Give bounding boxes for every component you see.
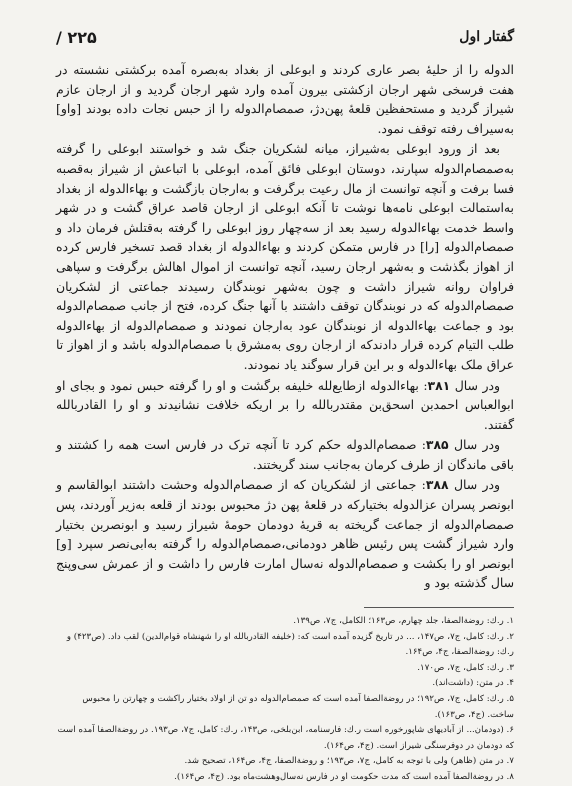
footnote: ۳. ر.ك: کامل، ج۷، ص۱۷۰.	[417, 662, 514, 673]
year-number: ۳۸۱	[427, 377, 451, 393]
footnote: ۷. در متن (ظاهر) ولی با توجه به کامل، ج۷، ص۱۹۳؛ و روضة‌الصفا، ج۴، ص۱۶۴، تصحیح شد.	[184, 756, 514, 767]
footnote: ۲. ر.ك: کامل، ج۷، ص۱۴۷، ... در تاریخ گزیده آمده است که: (خلیفه القادربالله او را شهنشاه قوام‌الدین) لقب داد. (ص۴۲۳) و ر.ك: روضة‌الصفا، ج۴، ص۱۶۴.	[66, 631, 514, 658]
footnote: ۶. (دودمان... از آبادیهای شاپورخوره است ر.ك: فارسنامه، ابن‌بلخی، ص۱۴۳، ر.ك: کامل، ج۷، ص۱۹۳. در روضة‌الصفا آمده است که دودمان در دوفرسنگی شیراز است. (ج۴، ص۱۶۴).	[57, 725, 514, 751]
year-prefix: ودر سال	[453, 437, 500, 453]
paragraph: بعد از ورود ابوعلی به‌شیراز، میانه لشکریان جنگ شد و خواستند ابوعلی را گرفته به‌صمصام‌الدوله سپارند، دوستان ابوعلی فائق آمده، ابوعلی با اتباعش از شیراز به‌قصبه فسا برفت و آنچه توانست از مال رعیت برگرفت و به‌ارجان بازگشت و بهاءالدوله از بغداد به‌استمالت ابوعلی نامه‌ها نوشت تا آنکه ابوعلی از ارجان قاصد عراق گشت و در شهر واسط خدمت بهاءالدوله رسید بعد از سه‌چهار روز ابوعلی را گرفته به‌قتلش فرمان داد و صمصام‌الدوله [را] در فارس متمکن کردند و بهاءالدوله از بغداد قصد تسخیر فارس کرده از اهواز بگذشت و به‌شهر ارجان رسید، آنچه توانست از اموال اهالش برگرفت و سپاهی فراوان روانه شیراز داشت و چون به‌شهر نوبندگان رسیدند جماعتی از لشکریان صمصام‌الدوله که در نوبندگان توقف داشتند با آنها جنگ کرده، فتح از جانب صمصام‌الدوله بود و جماعت بهاءالدوله از نوبندگان عود به‌ارجان نمودند و صمصام‌الدوله از بهاءالدوله طلب التیام کرده قرار دادندکه از ارجان روی به‌مشرق با صمصام‌الدوله باشد و از اهواز تا عراق ملک بهاءالدوله و بر این قرار سوگند یاد نمودند.	[56, 141, 514, 372]
year-prefix: ودر سال	[454, 377, 500, 393]
chapter-title: گفتار اول	[459, 29, 514, 45]
header-separator: /	[56, 27, 62, 47]
page-number-group	[56, 28, 97, 47]
paragraph: الدوله را از حلیهٔ بصر عاری کردند و ابوعلی از بغداد به‌بصره آمده برکشتی نشسته در هفت فرسخی شهر ارجان ازکشتی بیرون آمده وارد شهر ارجان گردید و از ارجان عازم شیراز گردید و مستحفظین قلعهٔ پهن‌دژ، صمصام‌الدوله را از حبس نجات داده بودند [واو] به‌سیراف رفته توقف نمود.	[56, 62, 514, 136]
footnotes	[56, 614, 514, 786]
year-prefix: ودر سال	[453, 477, 500, 493]
footnote: ۱. ر.ك: روضة‌الصفا، جلد چهارم، ص۱۶۳؛ الکامل، ج۷، ص۱۳۹.	[293, 616, 514, 627]
year-number: ۳۸۵	[425, 437, 449, 453]
paragraph-text: : جماعتی از لشکریان که از صمصام‌الدوله وحشت داشتند ابوالقاسم و ابونصر پسران عزالدوله بختیارکه در قلعهٔ پهن دژ محبوس بودند از قلعه به‌زیر آوردند، پس صمصام‌الدوله از جماعت گریخته به قریهٔ دودمان حومهٔ شیراز رسید و ابونصربن بختیار وارد شیراز گشت پس رئیس ظاهر دودمانی،صمصام‌الدوله را گرفته به‌ابی‌نصر سپرد [و] ابونصر او را بکشت و صمصام‌الدوله نه‌سال امارت فارس را داشت و از عمرش سی‌وپنج سال گذشته بود و	[56, 477, 514, 591]
footnote: ۴. در متن: (داشت‌اند).	[432, 678, 514, 689]
footnote-divider	[364, 607, 514, 608]
paragraph-text: : صمصام‌الدوله حکم کرد تا آنچه ترک در فارس است همه را کشتند و باقی ماندگان از طرف کرمان به‌جانب سند گریختند.	[56, 437, 514, 472]
paragraph-year-entry	[56, 435, 514, 474]
year-number: ۳۸۸	[425, 477, 449, 493]
paragraph-text: : بهاءالدوله ازطایع‌لله خلیفه برگشت و او را گرفته حبس نمود و بجای او ابوالعباس احمدبن اسحق‌بن مقتدربالله را بر اریکه خلافت نشانیدند و او را القادربالله گفتند.	[56, 377, 514, 432]
footnote: ۸. در روضة‌الصفا آمده است که مدت حکومت او در فارس نه‌سال‌وهشت‌ماه بود. (ج۴، ص۱۶۴).	[174, 771, 514, 782]
paragraph-year-entry	[56, 475, 514, 593]
page-header	[56, 22, 514, 52]
paragraph-year-entry	[56, 376, 514, 435]
footnote: ۵. ر.ك: کامل، ج۷، ص۱۹۲؛ در روضةالصفا آمده است که صمصام‌الدوله دو تن از اولاد بختیار راکشت و چهارتن را محبوس ساخت. (ج۴، ص۱۶۳).	[82, 694, 514, 720]
body-text	[56, 60, 514, 593]
page-number: ۲۲۵	[67, 27, 97, 47]
